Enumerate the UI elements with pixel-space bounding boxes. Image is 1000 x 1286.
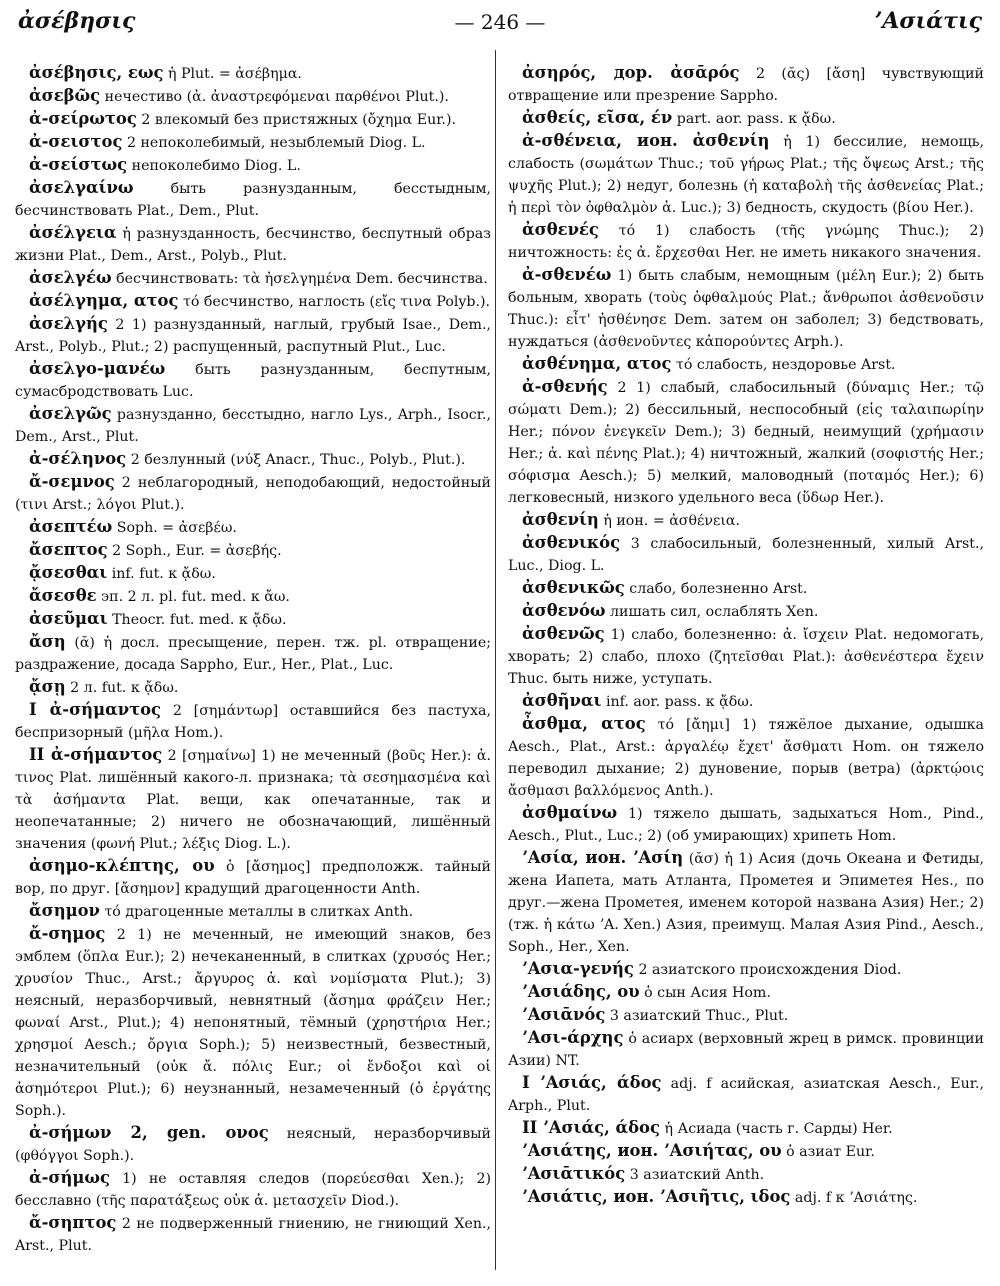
dictionary-entry [15, 676, 491, 699]
entry-headword: ἀ-σθένεια, ион. ἀσθενίη [522, 131, 770, 150]
entry-headword: ἀσθενές [522, 220, 599, 239]
entry-definition: 2 (ᾰς) [ἄση] чувствующий отвращение или презрение Sappho. [508, 66, 984, 104]
entry-definition: τό [ἄημι] 1) тяжёлое дыхание, одышка Aesch., Plat., Arst.: ἀργαλέῳ ἔχετ' ἄσθματι Hom. он тяжело переводил дыхание; 2) дуновение, порыв (ветра) (ἀρκτῴοις ἄσθμασι βαλλόμενος Anth.). [508, 717, 984, 799]
dictionary-entry [508, 847, 984, 958]
dictionary-entry [508, 690, 984, 713]
dictionary-entry [15, 62, 491, 85]
page-number: — 246 — [454, 10, 546, 34]
entry-headword: ἀσηρός, дор. ἀσᾱρός [522, 63, 740, 82]
entry-definition: 1) быть слабым, немощным (μέλη Eur.); 2) быть больным, хворать (τοὺς ὀφθαλμούς Plat.; ἄνθρωποι ἀσθενοῦσιν Thuc.): εἶτ' ἠσθένησε Dem. затем он заболел; 3) бедствовать, нуждаться (ἀσθενοῦντες κἀπορούντες Arph.). [508, 268, 984, 350]
dictionary-entry [508, 623, 984, 690]
entry-definition: 1) слабо, болезненно: ἀ. ἴσχειν Plat. недомогать, хворать; 2) слабо, плохо (ζητεῖσθαι Plat.): ἀσθενέστερα ἔχειν Thuc. быть ниже, уступать. [508, 627, 984, 687]
entry-definition: быть разнузданным, бесстыдным, бесчинствовать Plat., Dem., Plut. [15, 181, 491, 219]
entry-headword: ἀ-σείρωτος [29, 109, 137, 128]
entry-definition: 3 азиатский Anth. [629, 1167, 765, 1183]
entry-headword: ʼΑσιάδης, ου [522, 982, 640, 1001]
entry-definition: непоколебимо Diog. L. [131, 158, 301, 174]
entry-headword: ἀσθενικός [522, 533, 621, 552]
entry-headword: ἀ-σθενής [522, 377, 608, 396]
dictionary-entry [508, 532, 984, 577]
dictionary-entry [15, 108, 491, 131]
entry-definition: 3 азиатский Thuc., Plut. [609, 1008, 789, 1024]
dictionary-entry [508, 353, 984, 376]
entry-definition: ἡ Plut. = ἀσέβημα. [167, 66, 302, 82]
entry-definition: 2 л. fut. к ᾄδω. [70, 680, 179, 696]
entry-headword: ἄσημον [29, 901, 100, 920]
dictionary-entry [15, 744, 491, 855]
entry-headword: ἄσεπτος [29, 540, 108, 559]
entry-headword: ἀ-σειστος [29, 132, 123, 151]
entry-definition: ὁ азиат Eur. [786, 1144, 875, 1160]
dictionary-entry [15, 448, 491, 471]
entry-headword: ἄσεσθε [29, 586, 97, 605]
dictionary-entry [508, 802, 984, 847]
entry-definition: 2 [σημαίνω] 1) не меченный (βοῦς Her.): ἀ. τινος Plat. лишённый какого-л. признака; τὰ σεσημασμένα καὶ τὰ ἀσήμαντα Plat. вещи, как опечатанные, так и неопечатанные; 2) ничего не обозначающий, лишённый значения (φωνή Plut.; λέξις Diog. L.). [15, 748, 491, 852]
entry-definition: 2 не подверженный гниению, не гниющий Xen., Arst., Plut. [15, 1216, 491, 1254]
dictionary-entry [15, 1212, 491, 1257]
entry-definition: Soph. = ἀσεβέω. [116, 520, 237, 536]
column-divider [495, 50, 496, 1270]
entry-headword: ἀσθένημα, ατος [522, 354, 672, 373]
entry-headword: ἀσελγαίνω [29, 178, 134, 197]
entry-headword: ἄ-σεμνος [29, 472, 115, 491]
running-head-right: ʼΑσιάτις [874, 8, 982, 34]
dictionary-entry [508, 219, 984, 264]
entry-definition: 2 безлунный (νύξ Anacr., Thuc., Polyb., Plut.). [130, 452, 466, 468]
entry-definition: 2 непоколебимый, незыблемый Diog. L. [126, 135, 426, 151]
dictionary-entry [508, 713, 984, 802]
dictionary-entry [508, 376, 984, 509]
dictionary-entry [508, 62, 984, 107]
entry-definition: лишать сил, ослаблять Xen. [610, 604, 819, 620]
entry-headword: ἀσελγής [29, 314, 108, 333]
dictionary-entry [15, 855, 491, 900]
entry-headword: ἀσελγῶς [29, 404, 112, 423]
entry-definition: 3 слабосильный, болезненный, хилый Arst., Luc., Diog. L. [508, 536, 984, 574]
entry-headword: ʼΑσία, ион. ʼΑσίη [522, 848, 684, 867]
entry-definition: эп. 2 л. pl. fut. med. к ἄω. [101, 589, 290, 605]
dictionary-entry [15, 403, 491, 448]
entry-headword: ʼΑσιάτης, ион. ʼΑσιήτας, ου [522, 1141, 782, 1160]
dictionary-entry [508, 107, 984, 130]
entry-definition: бесчинствовать: τὰ ἠσελγημένα Dem. бесчинства. [116, 271, 488, 287]
dictionary-entry [15, 1167, 491, 1212]
dictionary-entry [15, 313, 491, 358]
dictionary-entry [15, 177, 491, 222]
dictionary-entry [508, 130, 984, 219]
entry-definition: τό драгоценные металлы в слитках Anth. [104, 904, 414, 920]
entry-definition: inf. aor. pass. к ᾄδω. [605, 694, 754, 710]
entry-definition: 1) не оставляя следов (πορεύεσθαι Xen.); 2) бесславно (τῆς παρατάξεως οὐκ ἀ. μετασχεῖν Diod.). [15, 1171, 491, 1209]
entry-headword: ʼΑσιᾱνός [522, 1005, 606, 1024]
entry-headword: II ἀ-σήμαντος [29, 745, 163, 764]
entry-definition: (ᾰ) ἡ досл. пресыщение, перен. тж. pl. отвращение; раздражение, досада Sappho, Eur., Her., Plat., Luc. [15, 635, 491, 673]
entry-definition: нечестиво (ἀ. ἀναστρεφόμεναι παρθένοι Plut.). [104, 89, 449, 105]
entry-headword: ἀσθμαίνω [522, 803, 618, 822]
dictionary-entry [15, 516, 491, 539]
entry-headword: ἀσεῦμαι [29, 609, 108, 628]
dictionary-entry [508, 1163, 984, 1186]
entry-definition: 2 1) не меченный, не имеющий знаков, без эмблем (ὅπλα Eur.); 2) нечеканенный, в слитках (χρυσός Her.; χρυσίον Thuc., Arst.; ἄργυρος ἀ. καὶ νομίσματα Plut.); 3) неясный, неразборчивый, невнятный (ἄσημα φράζειν Her.; φωναί Arst., Plut.); 4) непонятный, тёмный (χρηστήρια Her.; χρησμοί Aesch.; ὄργια Soph.); 5) неизвестный, безвестный, незначительный (οὐκ ἄ. πόλις Eur.; οἱ ἔνδοξοι καὶ οἱ ἀσημότεροι Plut.); 6) неузнанный, незамеченный (ὁ ἐργάτης Soph.). [15, 927, 491, 1119]
dictionary-entry [15, 923, 491, 1122]
entry-definition: ἡ 1) бессилие, немощь, слабость (σωμάτων Thuc.; τοῦ γήρως Plat.; τῆς ὄψεως Arst.; τῆς ψυχῆς Plut.); 2) недуг, болезнь (ἡ καταβολὴ τῆς ἀσθενείας Plat.; ἡ περὶ τὸν ὀφθαλμὸν ἀ. Luc.); 3) бедность, скудость (βίου Her.). [508, 134, 984, 216]
entry-definition: 2 неблагородный, неподобающий, недостойный (τινι Arst.; λόγοι Plut.). [15, 475, 491, 513]
entry-definition: ὁ [ἄσημος] предположж. тайный вор, по друг. [ἄσημον] крадущий драгоценности Anth. [15, 859, 491, 897]
entry-headword: ἀσθενόω [522, 601, 606, 620]
dictionary-entry [508, 1072, 984, 1117]
entry-definition: ὁ асиарх (верховный жрец в римск. провинции Азии) NT. [508, 1031, 984, 1069]
entry-headword: ἀ-σθενέω [522, 265, 612, 284]
entry-headword: ʼΑσιᾱτικός [522, 1164, 626, 1183]
entry-definition: 1) тяжело дышать, задыхаться Hom., Pind., Aesch., Plut., Luc.; 2) (об умирающих) хрипеть Hom. [508, 806, 984, 844]
entry-headword: ἀσεβῶς [29, 86, 101, 105]
entry-headword: ἀ-σήμων 2, gen. ονος [29, 1123, 269, 1142]
dictionary-entry [508, 264, 984, 353]
entry-definition: adj. f к ʼΑσιάτης. [794, 1190, 918, 1206]
entry-definition: неясный, неразборчивый (φθόγγοι Soph.). [15, 1126, 491, 1164]
dictionary-entry [508, 1140, 984, 1163]
entry-headword: ἀσεπτέω [29, 517, 113, 536]
entry-headword: ἀσθενῶς [522, 624, 605, 643]
entry-headword: ʼΑσια-γενής [522, 959, 634, 978]
entry-definition: слабо, болезненно Arst. [629, 581, 808, 597]
entry-headword: ἀσημο-κλέπτης, ου [29, 856, 215, 875]
dictionary-entry [15, 631, 491, 676]
dictionary-entry [508, 600, 984, 623]
entry-definition: Theocr. fut. med. к ᾄδω. [112, 612, 287, 628]
entry-headword: I ʼΑσιάς, άδος [522, 1073, 662, 1092]
left-column [15, 62, 491, 1278]
entry-definition: 2 азиатского происхождения Diod. [638, 962, 902, 978]
entry-headword: ἀ-σήμως [29, 1168, 111, 1187]
dictionary-entry [508, 1004, 984, 1027]
entry-definition: τό слабость, нездоровье Arst. [675, 357, 896, 373]
entry-definition: ἡ разнузданность, бесчинство, беспутный образ жизни Plat., Dem., Arst., Polyb., Plut. [15, 226, 491, 264]
dictionary-entry [508, 958, 984, 981]
entry-definition: ὁ сын Асия Hom. [644, 985, 771, 1001]
entry-headword: ἀ-σείστως [29, 155, 128, 174]
entry-definition: part. aor. pass. к ᾄδω. [676, 111, 836, 127]
dictionary-entry [15, 699, 491, 744]
entry-definition: (ᾰσ) ἡ 1) Асия (дочь Океана и Фетиды, жена Иапета, мать Атланта, Прометея и Эпиметея Hes., по друг.—жена Прометея, именем которой названа Азия) Her.; 2) (тж. ἡ κάτω ʼΑ. Xen.) Азия, преимущ. Малая Азия Pind., Aesch., Soph., Her., Xen. [508, 851, 984, 955]
entry-headword: ἄ-σηπτος [29, 1213, 117, 1232]
entry-definition: ἡ Асиада (часть г. Сарды) Her. [664, 1121, 893, 1137]
entry-headword: ᾄσῃ [29, 677, 66, 696]
dictionary-entry [508, 1027, 984, 1072]
dictionary-entry [15, 358, 491, 403]
entry-headword: ἀσελγέω [29, 268, 112, 287]
entry-definition: 2 1) слабый, слабосильный (δύναμις Her.; τῷ σώματι Dem.); 2) бессильный, неспособный (εἰς ταλαιπωρίην Her.; πόνον ἐνεγκεῖν Dem.); 3) бедный, неимущий (χρήμασιν Her.; ἀ. καὶ πένης Plat.); 4) ничтожный, жалкий (σοφιστής Her.; σόφισμα Aesch.); 5) мелкий, маловодный (ποταμός Her.); 6) легковесный, низкого удельного веса (ὕδωρ Her.). [508, 380, 984, 506]
entry-definition: 2 1) разнузданный, наглый, грубый Isae., Dem., Arst., Polyb., Plut.; 2) распущенный, распутный Plut., Luc. [15, 317, 491, 355]
entry-definition: 2 влекомый без пристяжных (ὄχημα Eur.). [141, 112, 456, 128]
entry-definition: τό 1) слабость (τῆς γνώμης Thuc.); 2) ничтожность: ἐς ἀ. ἔρχεσθαι Her. не иметь никакого значения. [508, 223, 984, 261]
entry-definition: быть разнузданным, беспутным, сумасбродствовать Luc. [15, 362, 491, 400]
dictionary-entry [15, 222, 491, 267]
entry-definition: 2 Soph., Eur. = ἀσεβής. [112, 543, 282, 559]
entry-headword: ʼΑσι-άρχης [522, 1028, 624, 1047]
entry-headword: ἀσθενίη [522, 510, 599, 529]
entry-headword: ἀσέλγημα, ατος [29, 291, 179, 310]
entry-headword: ἀσελγο-μανέω [29, 359, 166, 378]
dictionary-entry [15, 1122, 491, 1167]
entry-definition: adj. f асийская, азиатская Aesch., Eur., Arph., Plut. [508, 1076, 984, 1114]
dictionary-entry [508, 577, 984, 600]
dictionary-entry [15, 154, 491, 177]
dictionary-entry [15, 900, 491, 923]
entry-headword: ἀσέβησις, εως [29, 63, 164, 82]
dictionary-entry [15, 539, 491, 562]
dictionary-entry [15, 290, 491, 313]
entry-headword: ἀσθῆναι [522, 691, 602, 710]
running-head-left: ἀσέβησις [18, 8, 136, 34]
entry-definition: разнузданно, бесстыдно, нагло Lys., Arph., Isocr., Dem., Arst., Plut. [15, 407, 491, 445]
dictionary-entry [15, 585, 491, 608]
dictionary-entry [508, 1186, 984, 1209]
entry-definition: ἡ ион. = ἀσθένεια. [603, 513, 741, 529]
right-column [508, 62, 984, 1278]
dictionary-entry [15, 608, 491, 631]
entry-headword: II ʼΑσιάς, άδος [522, 1118, 660, 1137]
entry-headword: ἆσθμα, ατος [522, 714, 646, 733]
dictionary-entry [15, 562, 491, 585]
entry-headword: ἀσέλγεια [29, 223, 117, 242]
entry-headword: ᾄσεσθαι [29, 563, 108, 582]
dictionary-entry [508, 1117, 984, 1140]
entry-definition: τό бесчинство, наглость (εἴς τινα Polyb.). [182, 294, 491, 310]
entry-headword: ἀσθείς, εῖσα, έν [522, 108, 673, 127]
dictionary-entry [508, 981, 984, 1004]
entry-headword: ἀ-σέληνος [29, 449, 127, 468]
dictionary-entry [15, 471, 491, 516]
entry-headword: ἄ-σημος [29, 924, 106, 943]
entry-headword: ἄση [29, 632, 66, 651]
entry-headword: ἀσθενικῶς [522, 578, 625, 597]
entry-headword: ʼΑσιάτις, ион. ʼΑσιῆτις, ιδος [522, 1187, 791, 1206]
dictionary-entry [508, 509, 984, 532]
entry-headword: I ἀ-σήμαντος [29, 700, 162, 719]
page-header [18, 8, 982, 44]
dictionary-entry [15, 131, 491, 154]
entry-definition: inf. fut. к ᾄδω. [111, 566, 216, 582]
dictionary-entry [15, 267, 491, 290]
dictionary-entry [15, 85, 491, 108]
entry-definition: 2 [σημάντωρ] оставшийся без пастуха, беспризорный (μῆλα Hom.). [15, 703, 491, 741]
